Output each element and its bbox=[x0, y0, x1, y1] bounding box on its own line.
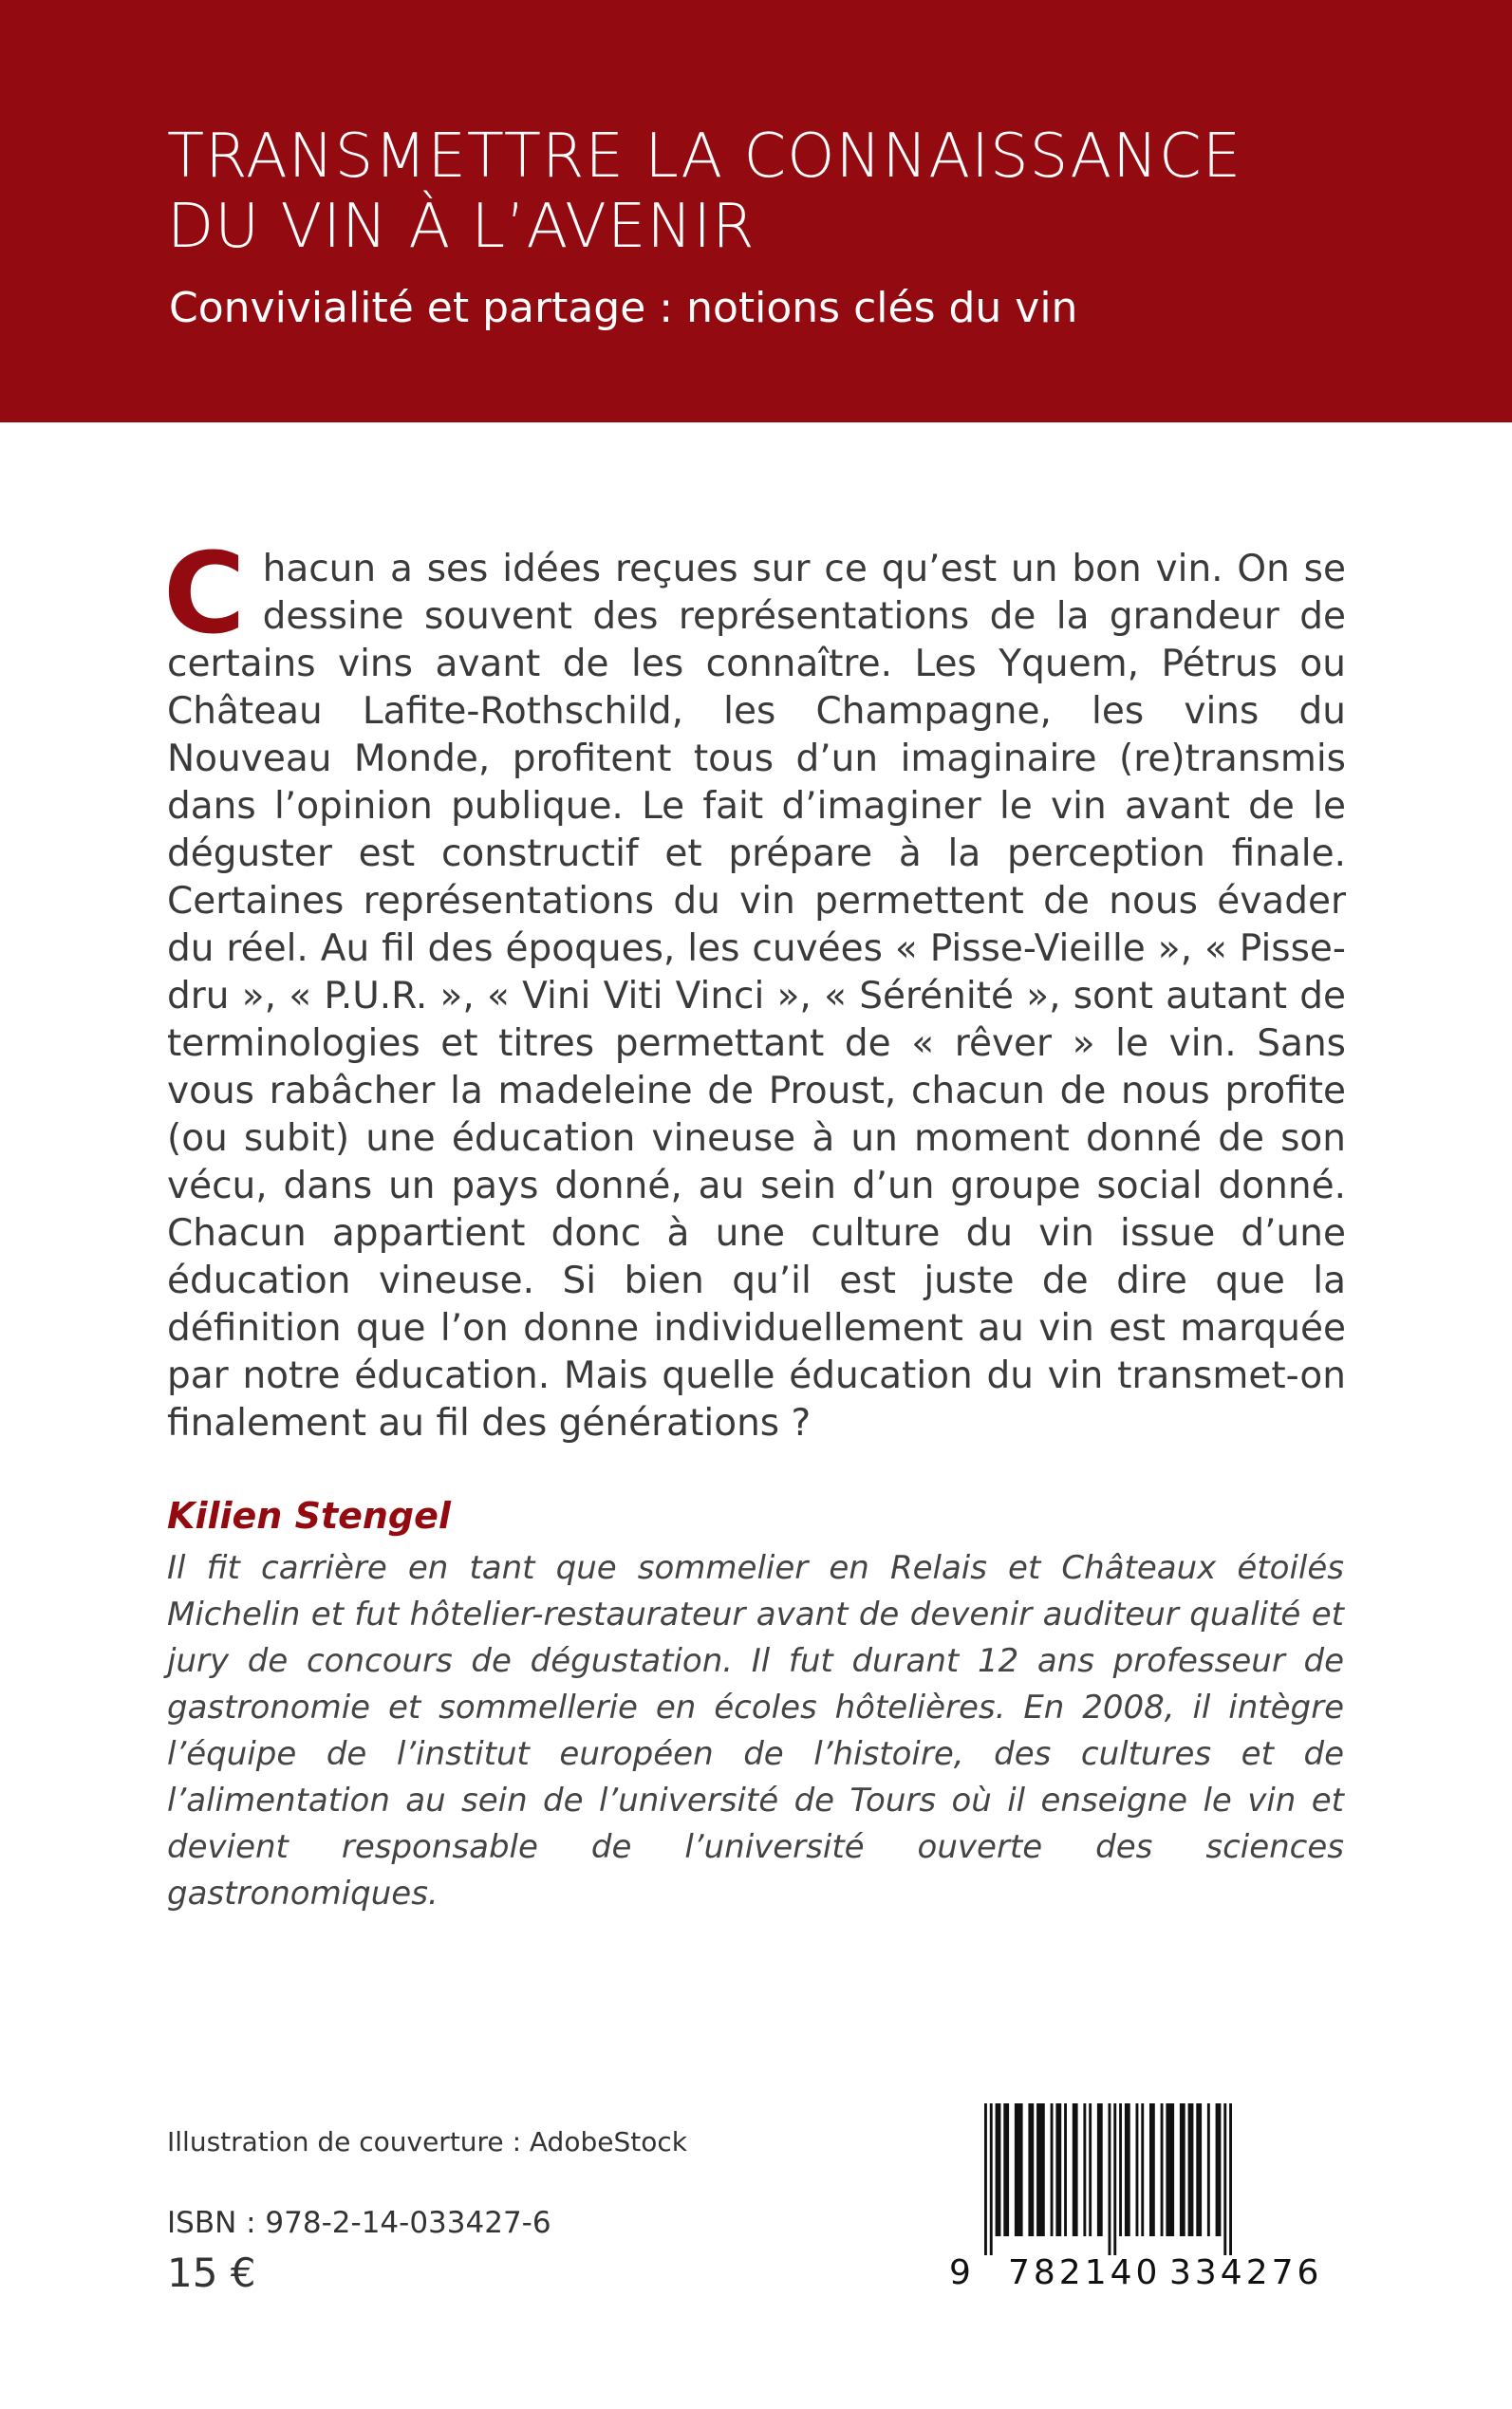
book-title-line-2: DU VIN À L’AVENIR bbox=[167, 192, 756, 262]
barcode-bar bbox=[1083, 2103, 1086, 2236]
title-banner bbox=[0, 0, 1512, 422]
barcode-bar bbox=[990, 2103, 993, 2255]
barcode-left-group: 782140 bbox=[1008, 2253, 1162, 2292]
drop-cap: C bbox=[163, 528, 246, 659]
barcode-bar bbox=[1196, 2103, 1202, 2236]
barcode-bars bbox=[982, 2103, 1343, 2255]
book-description bbox=[163, 528, 1346, 1447]
price: 15 € bbox=[167, 2250, 256, 2296]
barcode-bar bbox=[1166, 2103, 1174, 2236]
barcode-bar bbox=[1223, 2103, 1226, 2255]
barcode-bar bbox=[1064, 2103, 1067, 2236]
barcode-first-digit: 9 bbox=[949, 2253, 971, 2292]
cover-credit: Illustration de couverture : AdobeStock bbox=[167, 2126, 687, 2157]
barcode-right-group: 334276 bbox=[1169, 2253, 1323, 2292]
barcode-bar bbox=[1136, 2103, 1139, 2236]
barcode-bar bbox=[1015, 2103, 1023, 2236]
barcode-bar bbox=[1028, 2103, 1034, 2236]
barcode-bar bbox=[1141, 2103, 1144, 2236]
description-text: hacun a ses idées reçues sur ce qu’est un bon vin. On se dessine souvent des représentations de la grandeur de certains vins avant de les connaître. Les Yquem, Pétrus ou Château Lafite-Rothschild, les Champagne, les vins du Nouveau Monde, profitent tous d’un imaginaire (re)transmis dans l’opinion publique. Le fait d’imaginer le vin avant de le déguster est constructif et prépare à la perception finale. Certaines représentations du vin permettent de nous évader du réel. Au fil des époques, les cuvées « Pisse-Vieille », « Pisse-dru », « P.U.R. », « Vini Viti Vinci », « Sérénité », sont autant de terminologies et titres permettant de « rêver » le vin. Sans vous rabâcher la madeleine de Proust, chacun de nous profite (ou subit) une éducation vineuse à un moment donné de son vécu, dans un pays donné, au sein d’un groupe social donné. Chacun appartient donc à une culture du vin issue d’une éducation vineuse. Si bien qu’il est juste de dire que la définition que l’on donne individuellement au vin est marquée par notre éducation. Mais quelle éducation du vin transmet-on finalement au fil des générations ? bbox=[167, 548, 1346, 1445]
barcode-bar bbox=[1125, 2103, 1130, 2236]
author-name: Kilien Stengel bbox=[167, 1495, 451, 1537]
book-title bbox=[167, 121, 1401, 262]
barcode-bar bbox=[1109, 2103, 1111, 2255]
barcode-bar bbox=[1188, 2103, 1194, 2236]
barcode-bar bbox=[1229, 2103, 1232, 2255]
barcode-bar bbox=[1036, 2103, 1045, 2236]
barcode-bar bbox=[1149, 2103, 1155, 2236]
barcode-bar bbox=[1073, 2103, 1078, 2236]
barcode-bar bbox=[1180, 2103, 1185, 2236]
barcode-bar bbox=[1051, 2103, 1054, 2236]
book-subtitle: Convivialité et partage : notions clés du vin bbox=[169, 284, 1078, 332]
isbn: ISBN : 978-2-14-033427-6 bbox=[167, 2206, 551, 2240]
barcode-bar bbox=[1113, 2103, 1116, 2255]
barcode-bar bbox=[1003, 2103, 1009, 2236]
barcode-bar bbox=[1089, 2103, 1092, 2236]
barcode-bar bbox=[1161, 2103, 1164, 2236]
barcode-bar bbox=[1097, 2103, 1103, 2236]
barcode-bar bbox=[984, 2103, 987, 2255]
author-bio: Il fit carrière en tant que sommelier en Relais et Châteaux étoilés Michelin et fut hôtelier-restaurateur avant de devenir auditeur qualité et jury de concours de dégustation. Il fut durant 12 ans professeur de gastronomie et sommellerie en écoles hôtelières. En 2008, il intègre l’équipe de l’institut européen de l’histoire, des cultures et de l’alimentation au sein de l’université de Tours où il enseigne le vin et devient responsable de l’université ouverte des sciences gastronomiques. bbox=[167, 1549, 1344, 1913]
barcode-bar bbox=[1207, 2103, 1210, 2236]
barcode-bar bbox=[996, 2103, 1001, 2236]
book-title-line-1: TRANSMETTRE LA CONNAISSANCE bbox=[167, 121, 1242, 192]
barcode-bar bbox=[1119, 2103, 1122, 2236]
barcode-bar bbox=[1055, 2103, 1061, 2236]
barcode-bar bbox=[1216, 2103, 1222, 2236]
